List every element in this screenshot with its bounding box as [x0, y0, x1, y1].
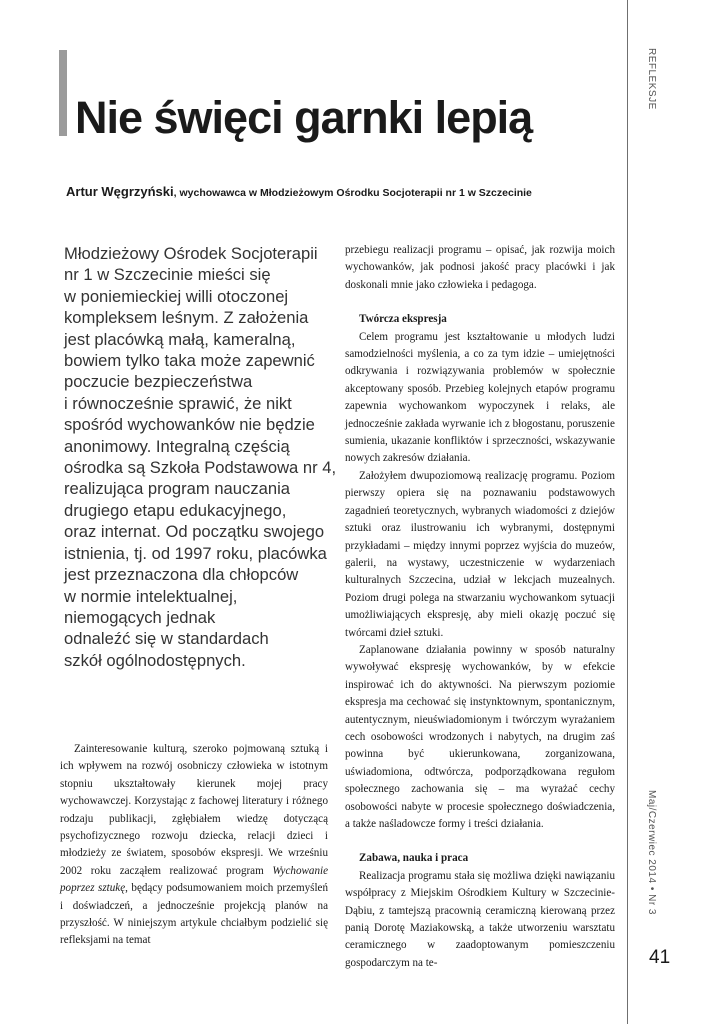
body-paragraph: Zaplanowane działania powinny w sposób naturalny wywoływać ekspresję wychowanków, by w efekcie inspirować ich do aktywności. Na pierwszym poziomie ekspresja ma cechować się instynktownym, spontanicznym, autentycznym, nieuświadomionym i twórczym wyrażaniem cech osobowości wrodzonych i nabytych, na drugim zaś powinna być ukierunkowana, zorganizowana, uświadomiona, odtwórcza, podporządkowana regułom społecznego zachowania się – ma wyrażać cechy osobowości nabyte w procesie społecznego doświadczenia, a także naśladowcze formy i treści działania.: [345, 643, 615, 830]
lead-line: Młodzieżowy Ośrodek Socjoterapii: [64, 244, 318, 263]
body-paragraph: przebiegu realizacji programu – opisać, jak rozwija moich wychowanków, jak podnosi jakość pracy placówki i jak doskonali mnie jako człowieka i pedagoga.: [345, 244, 615, 291]
lead-line: drugiego etapu edukacyjnego,: [64, 500, 287, 520]
section-heading: Twórcza ekspresja: [359, 313, 447, 326]
lead-line: spośród wychowanków nie będzie: [64, 415, 315, 435]
lead-line: w normie intelektualnej,: [64, 586, 238, 606]
body-paragraph: Realizacja programu stała się możliwa dzięki nawiązaniu współpracy z Miejskim Ośrodkiem Kultury w Szczecinie-Dąbiu, z tamtejszą pracownią ceramiczną kierowaną przez panią Dorotę Maziakowską, a także utworzeniu warsztatu ceramicznego w zaadoptowanym pomieszczeniu gospodarczym na te-: [345, 869, 615, 969]
section-heading: Zabawa, nauka i praca: [359, 852, 469, 865]
lead-line: bowiem tylko taka może zapewnić: [64, 351, 315, 371]
lead-line: w poniemieckiej willi otoczonej: [64, 286, 289, 306]
lead-line: jest placówką małą, kameralną,: [64, 329, 296, 349]
program-name: Wychowanie poprzez sztukę: [60, 864, 328, 895]
body-paragraph: Założyłem dwupoziomową realizację programu. Poziom pierwszy opiera się na poznawaniu podstawowych zagadnień teoretycznych, wybranych wiadomości z dziejów sztuki oraz ilustrowaniu ich wybranymi, dostępnymi przykładami – między innymi poprzez wyjścia do muzeów, galerii, na wystawy, uczestniczenie w wydarzeniach kulturalnych Szczecina, udział w lekcjach muzealnych. Poziom drugi polega na stwarzaniu wychowankom sytuacji umożliwiających ekspresję, aby mieli okazję poczuć się twórcami dzieł sztuki.: [345, 469, 615, 639]
lead-line: niemogących jednak: [64, 607, 216, 627]
body-paragraph: Celem programu jest kształtowanie u młodych ludzi samodzielności myślenia, a co za tym idzie – umiejętności odkrywania i rozwiązywania problemów w społecznie akceptowany sposób. Przebieg kolejnych etapów programu zapewnia wychowankom wypoczynek i relaks, ale jednocześnie zakłada wyrwanie ich z błogostanu, poruszenie sumienia, ukazanie konfliktów i sprzeczności, wskazywanie nowych zakresów działania.: [345, 330, 615, 465]
page-number: 41: [649, 947, 671, 968]
title-accent-bar: [59, 50, 67, 136]
section-label: REFLEKSJE: [646, 48, 657, 110]
body-column-left: [60, 741, 328, 950]
article-title: Nie święci garnki lepią: [75, 92, 533, 143]
body-column-right: [345, 242, 615, 972]
lead-line: istnienia, tj. od 1997 roku, placówka: [64, 543, 327, 563]
lead-line: szkół ogólnodostępnych.: [64, 650, 246, 670]
issue-label: Maj/Czerwiec 2014 • Nr 3: [646, 790, 657, 915]
lead-paragraph: [64, 243, 337, 671]
lead-line: kompleksem leśnym. Z założenia: [64, 308, 309, 328]
byline: [66, 184, 532, 199]
body-paragraph: Zainteresowanie kulturą, szeroko pojmowaną sztuką i ich wpływem na rozwój osobniczy człowieka w istotnym stopniu ukształtowały kierunek mojej pracy wychowawczej. Korzystając z fachowej literatury i różnego rodzaju publikacji, zgłębiałem wiedzę dotyczącą psychofizycznego rozwoju dziecka, relacji dzieci i młodzieży ze światem, sposobów ekspresji. We wrześniu 2002 roku zacząłem realizować program Wychowanie poprzez sztukę, będący podsumowaniem moich przemyśleń i doświadczeń, a jednocześnie projekcją planów na przyszłość. W niniejszym artykule chciałbym podzielić się refleksjami na temat: [60, 743, 328, 947]
margin-rule: [627, 0, 628, 1024]
lead-line: realizująca program nauczania: [64, 479, 290, 499]
lead-line: anonimowy. Integralną częścią: [64, 436, 290, 456]
author-affiliation: , wychowawca w Młodzieżowym Ośrodku Socjoterapii nr 1 w Szczecinie: [173, 187, 532, 199]
lead-line: odnaleźć się w standardach: [64, 629, 269, 649]
lead-line: poczucie bezpieczeństwa: [64, 372, 253, 392]
lead-line: i równocześnie sprawić, że nikt: [64, 393, 292, 413]
lead-line: jest przeznaczona dla chłopców: [64, 565, 299, 585]
author-name: Artur Węgrzyński: [66, 184, 174, 199]
lead-line: oraz internat. Od początku swojego: [64, 522, 325, 542]
lead-line: ośrodka są Szkoła Podstawowa nr 4,: [64, 458, 337, 478]
lead-line: nr 1 w Szczecinie mieści się: [64, 265, 271, 285]
